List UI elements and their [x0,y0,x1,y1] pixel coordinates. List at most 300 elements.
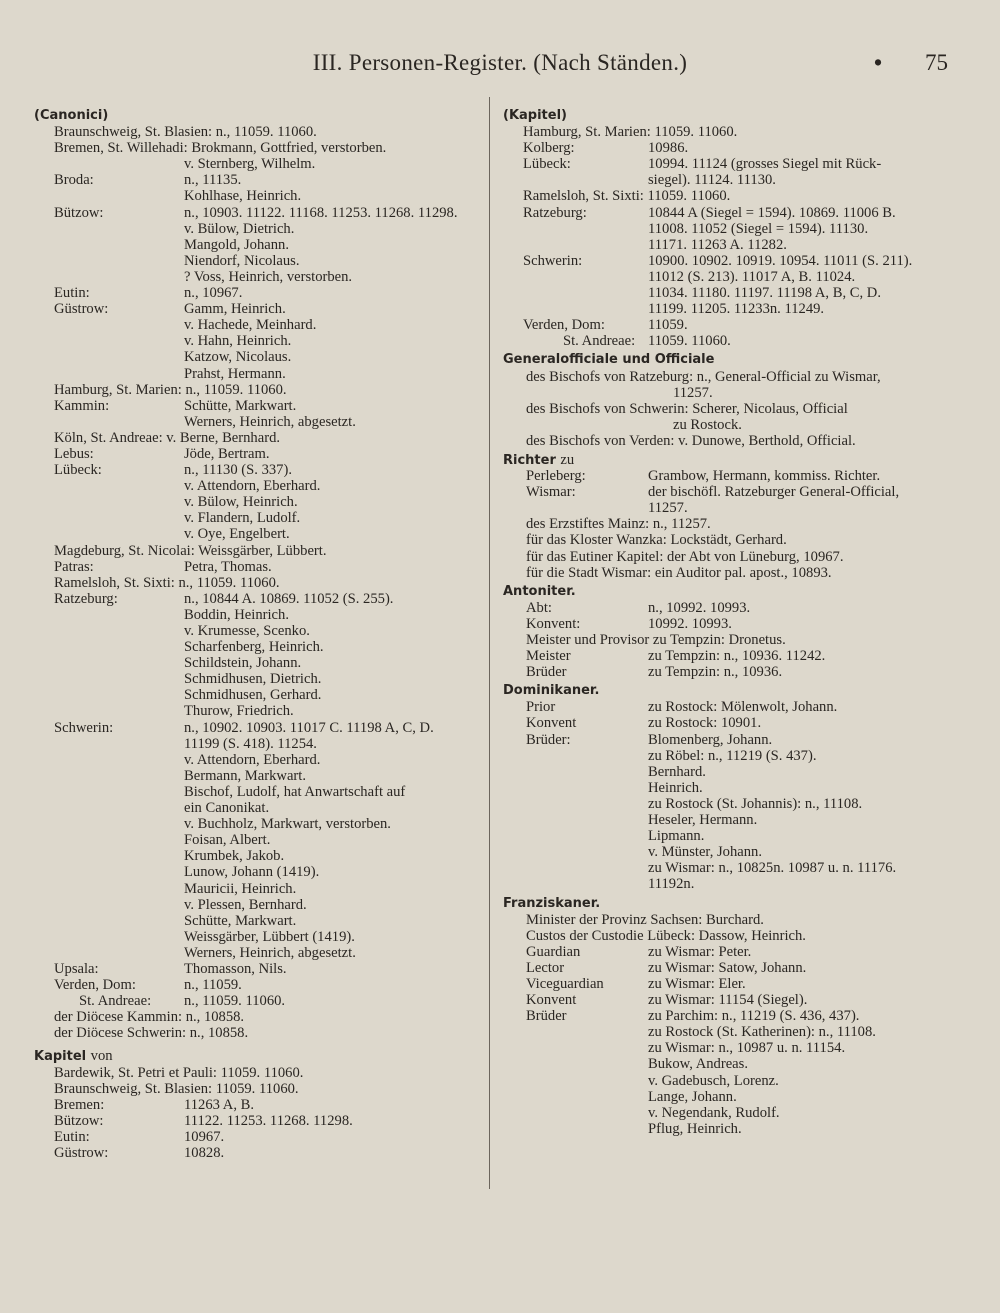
column-divider [489,97,490,1189]
entry-place: Broda: [54,172,94,189]
heading-suffix: von [90,1048,113,1065]
left-column [34,105,482,1161]
entry-place: für das Eutiner Kapitel: der Abt von Lüneburg, 10967. [526,548,844,565]
entry-place: Hamburg, St. Marien: n., 11059. 11060. [54,381,287,398]
entries-generalofficiale [503,369,953,449]
register-entry [34,1113,482,1129]
entry-value: Werners, Heinrich, abgesetzt. [184,413,356,430]
entry-place: Lector [526,959,565,976]
entry-place: Schwerin: [54,719,114,736]
entries-richter [503,468,953,581]
register-entry [34,462,482,478]
register-entry [503,1105,953,1121]
register-entry [503,253,953,269]
entry-value: ein Canonikat. [184,800,270,817]
entry-value: zu Rostock (St. Katherinen): n., 11108. [648,1024,876,1041]
entry-value: Schmidhusen, Dietrich. [184,671,322,688]
register-entry [34,671,482,687]
entry-value: Mauricii, Heinrich. [184,880,297,897]
register-entry [503,156,953,172]
entry-value: Gamm, Heinrich. [184,301,286,318]
register-entry [503,172,953,188]
register-entry [503,732,953,748]
entry-place: Braunschweig, St. Blasien: 11059. 11060. [54,1080,299,1097]
entry-value: v. Negendank, Rudolf. [648,1104,780,1121]
page-number: 75 [925,50,948,75]
register-entry [34,430,482,446]
register-entry [34,1025,482,1041]
register-entry [34,623,482,639]
register-entry [503,285,953,301]
entry-value: Bukow, Andreas. [648,1056,748,1073]
register-entry [503,1121,953,1137]
entry-value: v. Münster, Johann. [648,844,762,861]
register-entry [503,632,953,648]
register-entry [503,976,953,992]
entry-place: Eutin: [54,1128,90,1145]
entry-place: des Bischofs von Schwerin: Scherer, Nicolaus, Official [526,400,848,417]
section-heading-canonici: (Canonici) [34,108,109,123]
entry-place: Lübeck: [523,156,571,173]
register-entry [34,349,482,365]
entry-value: Schütte, Markwart. [184,397,297,414]
entry-place: Ratzeburg: [54,590,118,607]
register-entry [34,140,482,156]
header-dot: • [874,50,883,75]
register-entry [34,333,482,349]
register-entry [503,860,953,876]
entry-place: des Bischofs von Ratzeburg: n., General-Official zu Wismar, [526,368,881,385]
entry-place: Bardewik, St. Petri et Pauli: 11059. 11060. [54,1064,304,1081]
register-entry [34,639,482,655]
section-heading-kapitel-cont: (Kapitel) [503,108,567,123]
entry-place: Custos der Custodie Lübeck: Dassow, Heinrich. [526,927,806,944]
entry-value: Jöde, Bertram. [184,445,270,462]
register-entry [34,494,482,510]
entry-value: zu Tempzin: n., 10936. 11242. [648,648,826,665]
entry-place: Viceguardian [526,975,604,992]
register-entry [503,928,953,944]
entry-value: 11008. 11052 (Siegel = 1594). 11130. [648,220,869,237]
entry-value: 11199. 11205. 11233n. 11249. [648,301,825,318]
entry-value: 11059. [648,317,688,334]
entry-value: 10994. 11124 (grosses Siegel mit Rück- [648,156,882,173]
entry-place: Magdeburg, St. Nicolai: Weissgärber, Lübbert. [54,542,327,559]
register-entry [503,664,953,680]
entry-value: Bermann, Markwart. [184,767,306,784]
register-entry [503,828,953,844]
register-entry [34,543,482,559]
register-entry [503,748,953,764]
entry-value: v. Bülow, Heinrich. [184,494,298,511]
register-entry [34,221,482,237]
entry-place: Brüder: [526,731,571,748]
entry-value: der bischöfl. Ratzeburger General-Official, [648,484,900,501]
entry-place: Güstrow: [54,301,109,318]
entry-value: Foisan, Albert. [184,832,271,849]
register-entry [34,172,482,188]
register-entry [34,655,482,671]
entries-kapitel [34,1065,482,1162]
register-entry [503,417,953,433]
entry-value: 11257. [673,384,713,401]
entry-value: siegel). 11124. 11130. [648,172,776,189]
register-entry [503,188,953,204]
entry-value: 10992. 10993. [648,615,732,632]
register-entry [34,607,482,623]
entry-value: 11263 A, B. [184,1096,255,1113]
entry-place: des Bischofs von Verden: v. Dunowe, Berthold, Official. [526,432,856,449]
page-title: III. Personen-Register. (Nach Ständen.) [312,50,688,75]
entry-place: Bremen, St. Willehadi: Brokmann, Gottfried, verstorben. [54,140,387,157]
entry-value: zu Röbel: n., 11219 (S. 437). [648,747,817,764]
register-entry [34,398,482,414]
heading-text: Kapitel [34,1049,87,1065]
register-entry [503,549,953,565]
entry-value: n., 11130 (S. 337). [184,462,292,479]
entry-value: v. Attendorn, Eberhard. [184,751,321,768]
entry-place: Brüder [526,1008,567,1025]
register-entry [34,366,482,382]
heading-text: Richter [503,452,556,468]
register-entry [503,1056,953,1072]
entry-place: Patras: [54,558,94,575]
register-entry [34,124,482,140]
entry-place: Lebus: [54,445,94,462]
entry-place: Prior [526,699,556,716]
register-entry [503,1040,953,1056]
entries-canonici [34,124,482,1041]
register-entry [503,301,953,317]
entry-value: v. Gadebusch, Lorenz. [648,1072,779,1089]
entry-value: Pflug, Heinrich. [648,1120,742,1137]
register-entry [34,800,482,816]
entry-place: Konvent [526,715,577,732]
register-entry [503,876,953,892]
entry-value: v. Oye, Engelbert. [184,526,290,543]
entry-value: Werners, Heinrich, abgesetzt. [184,944,356,961]
entry-value: Katzow, Nicolaus. [184,349,292,366]
register-entry [503,317,953,333]
entry-value: Scharfenberg, Heinrich. [184,639,324,656]
entry-place: Ramelsloh, St. Sixti: n., 11059. 11060. [54,574,280,591]
register-entry [34,832,482,848]
entry-place: Lübeck: [54,462,102,479]
register-entry [34,526,482,542]
entry-value: Kohlhase, Heinrich. [184,188,302,205]
register-entry [34,510,482,526]
register-entry [34,1081,482,1097]
register-entry [503,565,953,581]
register-entry [503,1089,953,1105]
register-entry [503,715,953,731]
section-heading-kapitel [34,1048,482,1064]
entry-value: zu Wismar: Eler. [648,975,746,992]
register-entry [34,237,482,253]
entries-antoniter [503,600,953,680]
register-entry [34,575,482,591]
register-entry [503,1008,953,1024]
register-entry [34,1129,482,1145]
entry-value: 10844 A (Siegel = 1594). 10869. 11006 B. [648,204,896,221]
entry-place: Bützow: [54,204,104,221]
register-entry [503,532,953,548]
entry-value: 11034. 11180. 11197. 11198 A, B, C, D. [648,285,881,302]
entry-value: zu Tempzin: n., 10936. [648,664,783,681]
entry-value: zu Wismar: Satow, Johann. [648,959,807,976]
entry-place: Guardian [526,943,581,960]
entry-value: Thurow, Friedrich. [184,703,294,720]
entry-value: Krumbek, Jakob. [184,848,285,865]
entry-value: Weissgärber, Lübbert (1419). [184,928,355,945]
entry-value: Grambow, Hermann, kommiss. Richter. [648,468,881,485]
entries-franziskaner [503,912,953,1137]
entry-value: Schmidhusen, Gerhard. [184,687,322,704]
register-entry [34,703,482,719]
heading-suffix: zu [560,451,575,468]
entry-value: v. Krumesse, Scenko. [184,623,310,639]
entry-value: 11257. [648,500,688,517]
entry-value: n., 10992. 10993. [648,599,751,616]
register-entry [34,1097,482,1113]
register-entry [34,301,482,317]
entry-value: n., 10967. [184,285,243,302]
entry-place: Schwerin: [523,252,583,269]
register-entry [34,285,482,301]
register-entry [34,414,482,430]
entry-value: zu Rostock: Mölenwolt, Johann. [648,699,838,716]
entry-value: 10900. 10902. 10919. 10954. 11011 (S. 211). [648,252,913,269]
register-entry [503,600,953,616]
register-entry [503,616,953,632]
entry-value: Mangold, Johann. [184,236,289,253]
register-entry [34,382,482,398]
register-entry [503,944,953,960]
entry-place: Abt: [526,599,552,616]
entry-value: v. Buchholz, Markwart, verstorben. [184,816,391,833]
register-entry [34,317,482,333]
entry-place: Konvent [526,992,577,1009]
entry-value: 10967. [184,1128,225,1145]
entry-value: n., 11059. [184,977,242,994]
entry-place: Verden, Dom: [54,977,136,994]
entry-value: Lange, Johann. [648,1088,737,1105]
entry-place: Kolberg: [523,140,575,157]
page-header [0,50,1000,84]
entry-place: Ratzeburg: [523,204,587,221]
entry-place: Hamburg, St. Marien: 11059. 11060. [523,124,738,141]
entry-value: v. Flandern, Ludolf. [184,510,301,527]
entry-value: ? Voss, Heinrich, verstorben. [184,268,353,285]
entry-value: Prahst, Hermann. [184,365,286,382]
entry-place: Köln, St. Andreae: v. Berne, Bernhard. [54,429,281,446]
entry-value: Niendorf, Nicolaus. [184,252,300,269]
entry-value: Thomasson, Nils. [184,960,287,977]
entry-place: Konvent: [526,615,581,632]
entry-value: Boddin, Heinrich. [184,606,289,623]
register-entry [503,140,953,156]
entry-place: Bützow: [54,1112,104,1129]
entry-value: Schildstein, Johann. [184,655,302,672]
entry-value: v. Plessen, Bernhard. [184,896,307,913]
register-entry [34,156,482,172]
entry-value: 11012 (S. 213). 11017 A, B. 11024. [648,268,856,285]
register-entry [503,796,953,812]
register-entry [503,369,953,385]
register-entry [503,912,953,928]
entry-place: Eutin: [54,285,90,302]
entry-place: Bremen: [54,1096,105,1113]
register-entry [503,844,953,860]
register-entry [503,269,953,285]
register-entry [34,945,482,961]
entry-place: für das Kloster Wanzka: Lockstädt, Gerhard. [526,532,787,549]
register-entry [503,812,953,828]
entry-value: Blomenberg, Johann. [648,731,773,748]
register-entry [34,687,482,703]
entry-place: für die Stadt Wismar: ein Auditor pal. apost., 10893. [526,564,832,581]
entry-value: 10986. [648,140,689,157]
entry-place: der Diöcese Kammin: n., 10858. [54,1009,245,1026]
entry-value: v. Attendorn, Eberhard. [184,478,321,495]
entry-value: Lipmann. [648,828,705,845]
entry-place: Braunschweig, St. Blasien: n., 11059. 11060. [54,124,317,141]
entry-place: der Diöcese Schwerin: n., 10858. [54,1025,249,1042]
register-entry [34,446,482,462]
entry-value: zu Wismar: 11154 (Siegel). [648,992,808,1009]
entry-place: Meister [526,648,571,665]
entry-value: v. Hahn, Heinrich. [184,333,292,350]
register-entry [503,1073,953,1089]
entry-place: St. Andreae: [79,993,152,1010]
entry-value: Bischof, Ludolf, hat Anwartschaft auf [184,783,406,800]
register-entry [34,736,482,752]
entry-value: n., 10903. 11122. 11168. 11253. 11268. 11298. [184,204,458,221]
register-entry [34,720,482,736]
right-column [503,105,953,1137]
register-entry [34,1009,482,1025]
entry-value: Heinrich. [648,779,703,796]
entry-value: 11171. 11263 A. 11282. [648,236,787,253]
register-entry [34,188,482,204]
entry-place: St. Andreae: [563,333,636,350]
entry-value: zu Rostock (St. Johannis): n., 11108. [648,795,863,812]
register-entry [34,816,482,832]
entry-place: Meister und Provisor zu Tempzin: Dronetus. [526,632,786,648]
entry-place: Ramelsloh, St. Sixti: 11059. 11060. [523,188,731,205]
section-heading-antoniter: Antoniter. [503,583,576,599]
entry-value: zu Rostock. [673,416,742,433]
register-entry [503,484,953,500]
register-entry [34,752,482,768]
register-entry [34,897,482,913]
entry-value: Lunow, Johann (1419). [184,864,320,881]
register-entry [503,124,953,140]
register-entry [503,699,953,715]
entry-value: n., 10844 A. 10869. 11052 (S. 255). [184,590,394,607]
register-entry [503,237,953,253]
register-entry [34,253,482,269]
entry-place: Verden, Dom: [523,317,605,334]
register-entry [34,478,482,494]
register-entry [503,1024,953,1040]
register-entry [503,385,953,401]
entry-value: n., 11059. 11060. [184,993,286,1010]
register-entry [34,1145,482,1161]
entry-value: Heseler, Hermann. [648,812,758,829]
entry-value: zu Wismar: n., 10825n. 10987 u. n. 11176. [648,860,897,877]
entry-place: Perleberg: [526,468,586,485]
section-heading-generalofficiale: Generalofficiale und Officiale [503,352,715,368]
entry-value: zu Parchim: n., 11219 (S. 436, 437). [648,1008,860,1025]
entry-value: 11192n. [648,876,695,893]
entry-value: n., 11135. [184,172,242,189]
register-entry [34,768,482,784]
register-entry [503,516,953,532]
register-entry [34,929,482,945]
entry-place: Brüder [526,664,567,681]
entry-value: 11059. 11060. [648,333,731,350]
entry-value: 10828. [184,1145,225,1161]
register-entry [503,333,953,349]
entry-value: zu Wismar: Peter. [648,943,752,960]
register-entry [34,848,482,864]
register-entry [34,864,482,880]
register-entry [503,433,953,449]
entry-value: v. Sternberg, Wilhelm. [184,156,316,173]
register-entry [34,591,482,607]
entry-place: Minister der Provinz Sachsen: Burchard. [526,911,764,928]
register-entry [503,764,953,780]
entries-kapitel-cont [503,124,953,349]
section-heading-franziskaner: Franziskaner. [503,895,601,911]
entries-dominikaner [503,699,953,892]
register-entry [34,1065,482,1081]
section-heading-richter [503,452,953,468]
register-entry [34,269,482,285]
entry-place: Kammin: [54,397,110,414]
register-entry [34,961,482,977]
entry-value: Petra, Thomas. [184,558,272,575]
register-entry [34,993,482,1009]
entry-value: Schütte, Markwart. [184,912,297,929]
register-entry [34,205,482,221]
entry-place: des Erzstiftes Mainz: n., 11257. [526,516,711,533]
entry-place: Wismar: [526,484,576,501]
entry-value: 11122. 11253. 11268. 11298. [184,1112,353,1129]
entry-value: v. Bülow, Dietrich. [184,220,295,237]
register-entry [503,468,953,484]
entry-value: n., 10902. 10903. 11017 C. 11198 A, C, D. [184,719,434,736]
entry-value: zu Wismar: n., 10987 u. n. 11154. [648,1040,846,1057]
register-entry [503,401,953,417]
register-entry [503,221,953,237]
register-entry [503,205,953,221]
register-entry [503,648,953,664]
entry-value: zu Rostock: 10901. [648,715,762,732]
register-entry [34,977,482,993]
entry-value: Bernhard. [648,763,706,780]
register-entry [503,960,953,976]
entry-place: Upsala: [54,960,99,977]
register-entry [503,500,953,516]
register-entry [503,780,953,796]
register-entry [34,559,482,575]
register-entry [34,913,482,929]
register-entry [34,784,482,800]
section-heading-dominikaner: Dominikaner. [503,683,600,699]
register-entry [34,881,482,897]
